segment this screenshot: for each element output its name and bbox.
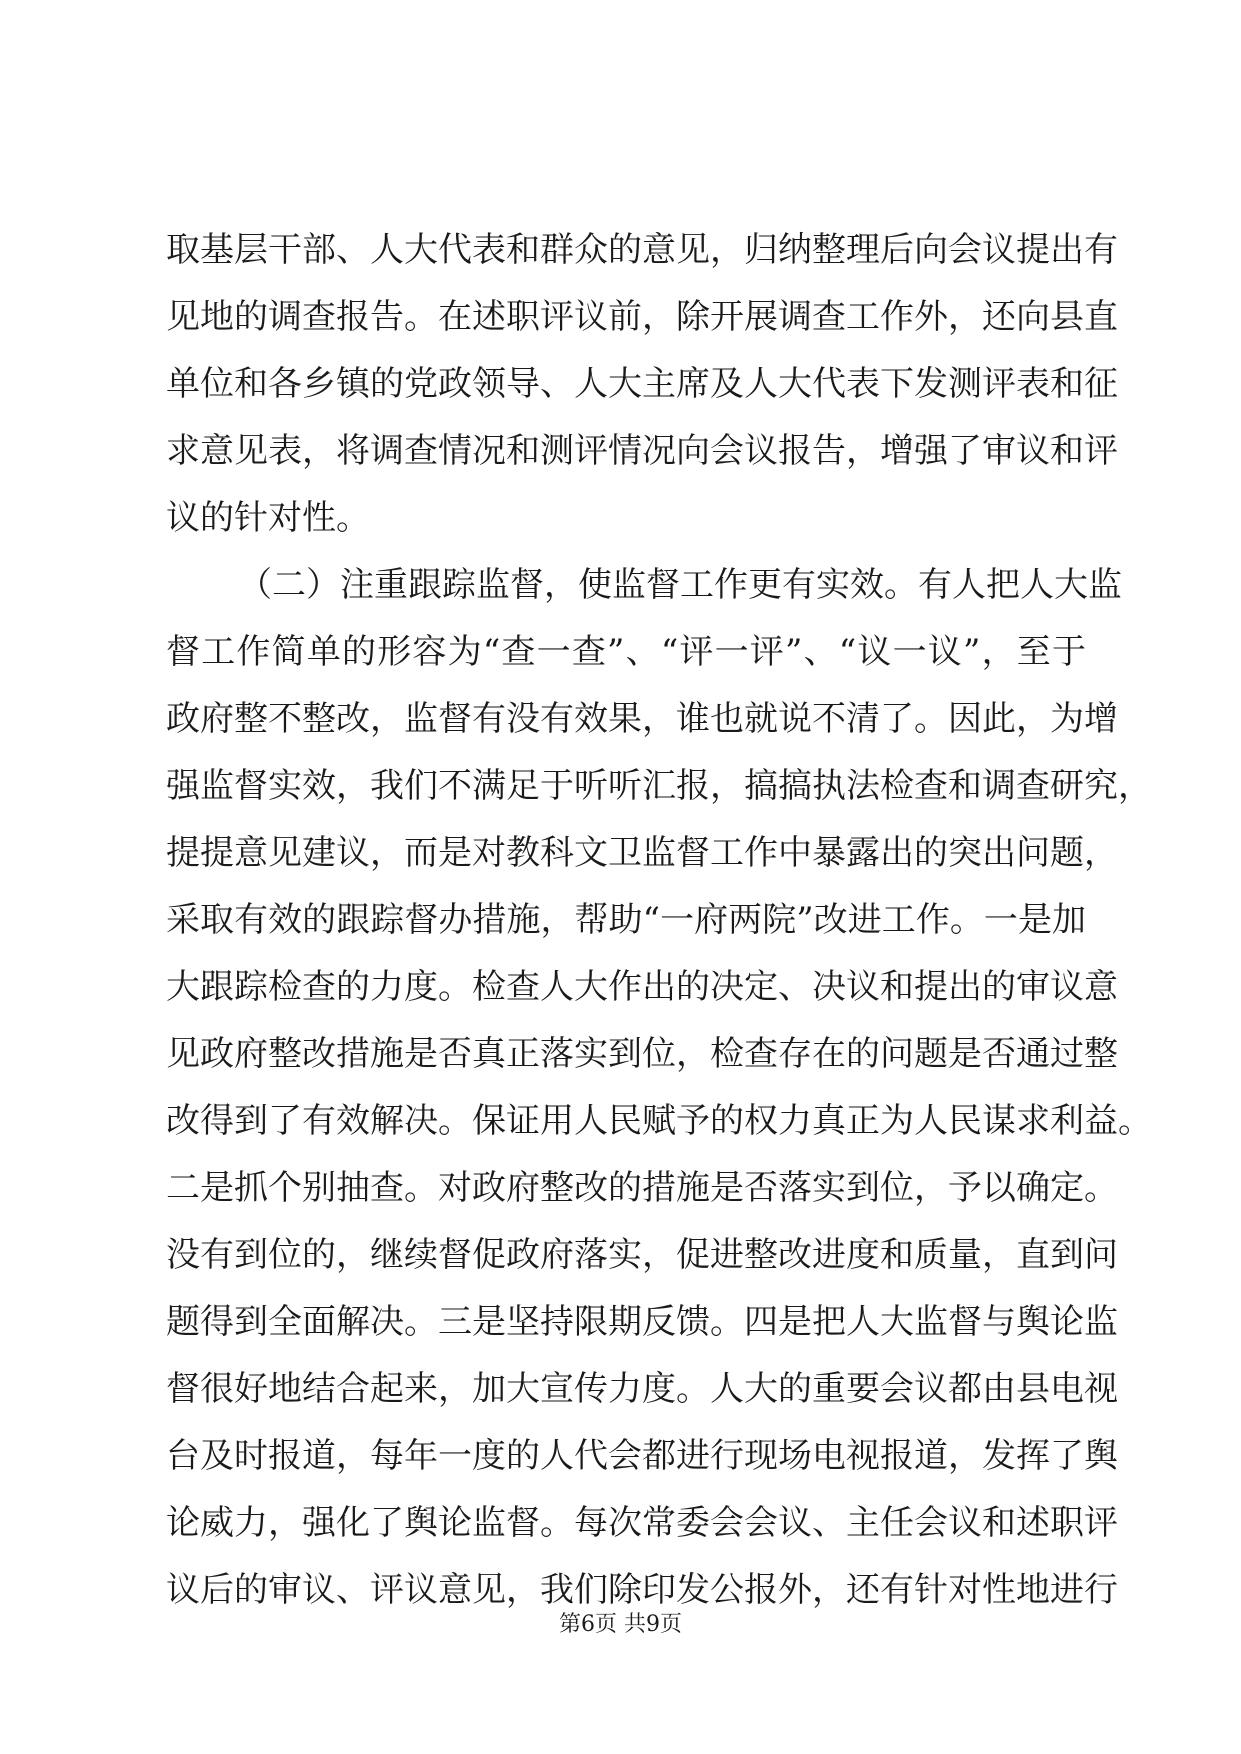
- text-line: 没有到位的，继续督促政府落实，促进整改进度和质量，直到问: [166, 1235, 1118, 1275]
- text-line: 督很好地结合起来，加大宣传力度。人大的重要会议都由县电视: [166, 1369, 1118, 1409]
- text-line: 强监督实效，我们不满足于听听汇报，搞搞执法检查和调查研究，: [166, 766, 1152, 806]
- text-line: 政府整不整改，监督有没有效果，谁也就说不清了。因此，为增: [166, 699, 1118, 739]
- text-line: 采取有效的跟踪督办措施，帮助“一府两院”改进工作。一是加: [166, 900, 1086, 940]
- page-number-footer: 第6页 共9页: [559, 1612, 682, 1637]
- body-text: [166, 228, 1152, 1635]
- text-line: 提提意见建议，而是对教科文卫监督工作中暴露出的突出问题，: [166, 833, 1118, 873]
- text-line: 见地的调查报告。在述职评议前，除开展调查工作外，还向县直: [166, 297, 1118, 337]
- text-line: 二是抓个别抽查。对政府整改的措施是否落实到位，予以确定。: [166, 1168, 1118, 1208]
- text-line: 题得到全面解决。三是坚持限期反馈。四是把人大监督与舆论监: [166, 1302, 1118, 1342]
- text-line-paragraph-start: （二）注重跟踪监督，使监督工作更有实效。有人把人大监: [238, 565, 1122, 605]
- text-line: 督工作简单的形容为“查一查”、“评一评”、“议一议”，至于: [166, 632, 1086, 672]
- text-line: 见政府整改措施是否真正落实到位，检查存在的问题是否通过整: [166, 1034, 1118, 1074]
- text-line: 议的针对性。: [166, 498, 370, 538]
- text-line: 议后的审议、评议意见，我们除印发公报外，还有针对性地进行: [166, 1570, 1118, 1610]
- text-line: 论威力，强化了舆论监督。每次常委会会议、主任会议和述职评: [166, 1503, 1118, 1543]
- text-line: 单位和各乡镇的党政领导、人大主席及人大代表下发测评表和征: [166, 364, 1118, 404]
- text-line: 大跟踪检查的力度。检查人大作出的决定、决议和提出的审议意: [166, 967, 1118, 1007]
- text-line: 台及时报道，每年一度的人代会都进行现场电视报道，发挥了舆: [166, 1436, 1118, 1476]
- text-line: 求意见表，将调查情况和测评情况向会议报告，增强了审议和评: [166, 431, 1118, 471]
- text-line: 改得到了有效解决。保证用人民赋予的权力真正为人民谋求利益。: [166, 1101, 1152, 1141]
- text-line: 取基层干部、人大代表和群众的意见，归纳整理后向会议提出有: [166, 230, 1118, 270]
